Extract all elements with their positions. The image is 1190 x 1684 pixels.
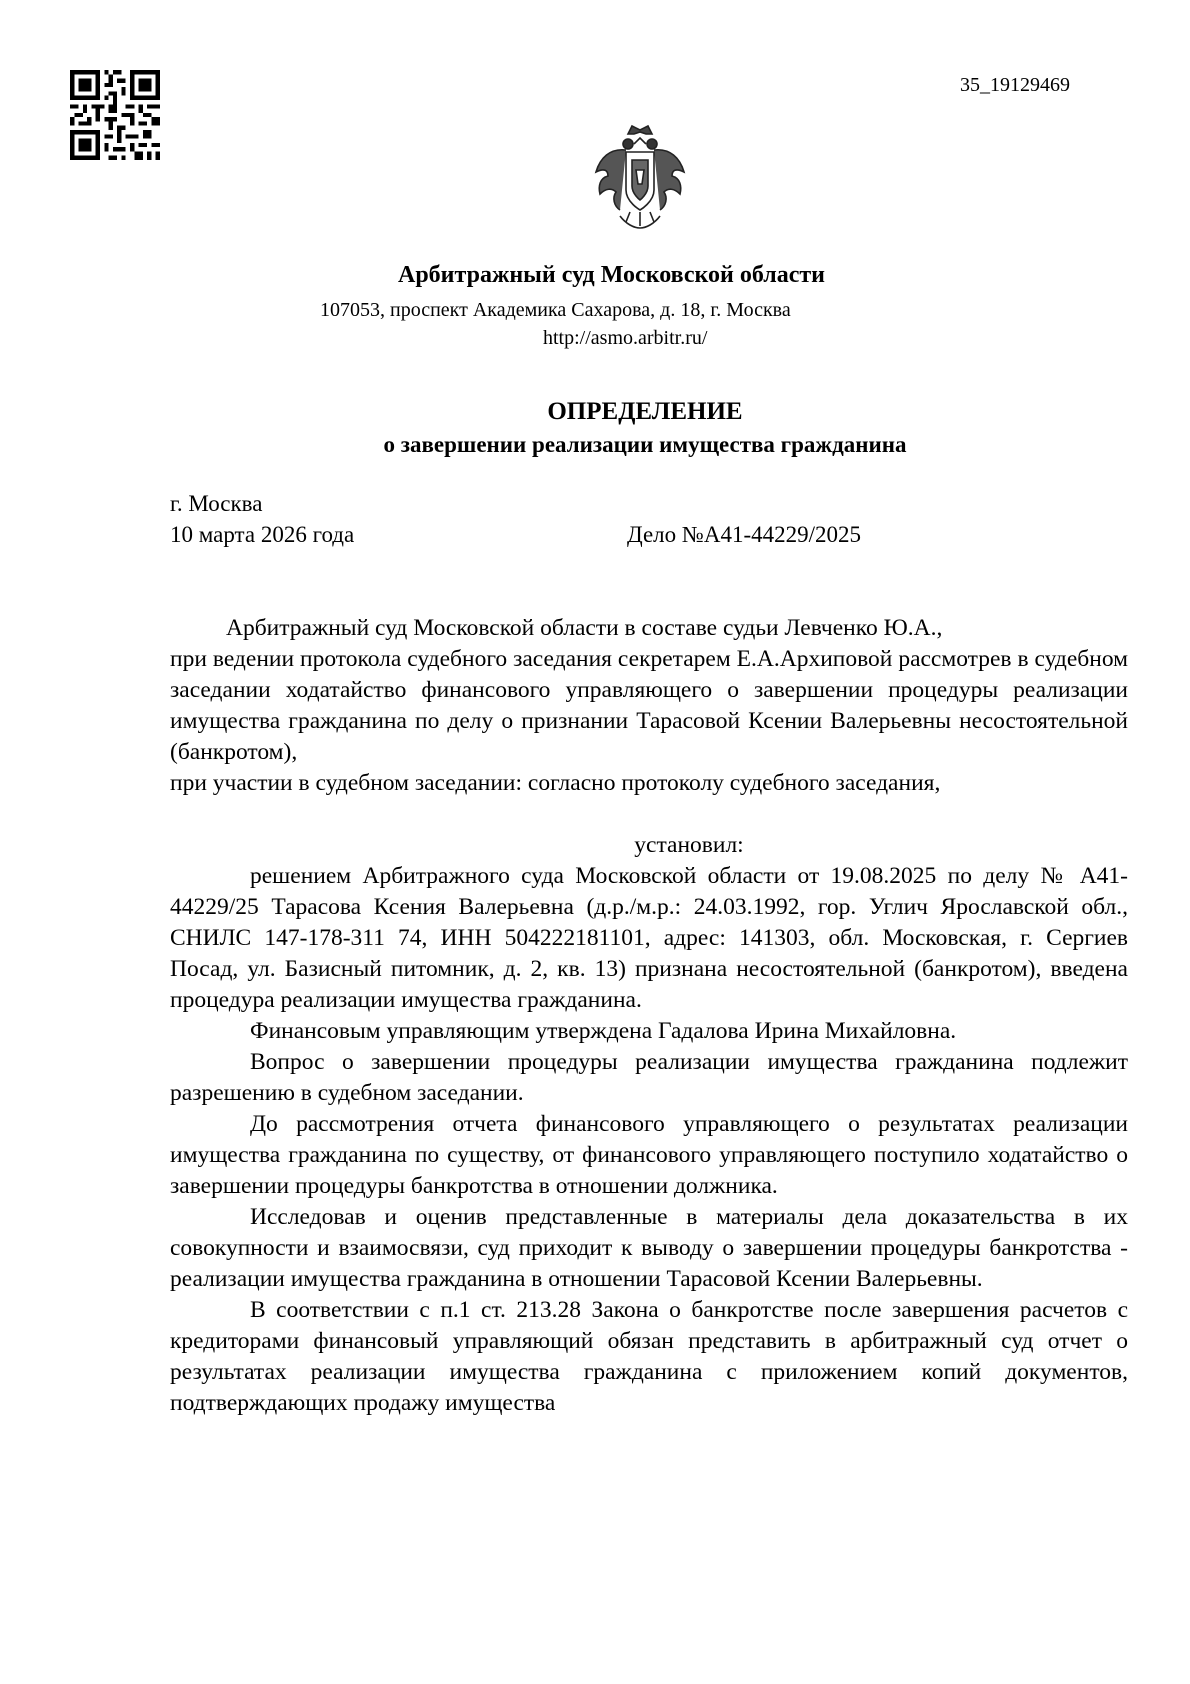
city: г. Москва bbox=[170, 491, 263, 516]
document-subtitle: о завершении реализации имущества гражданина bbox=[383, 432, 907, 457]
document-type-title: ОПРЕДЕЛЕНИЕ bbox=[547, 398, 743, 425]
coat-of-arms-emblem-icon bbox=[590, 120, 690, 232]
intro-paragraph-3: при участии в судебном заседании: согласно протоколу судебного заседания, bbox=[170, 770, 941, 796]
paragraph-1: решением Арбитражного суда Московской области от 19.08.2025 по делу № А41-44229/25 Тарасова Ксения Валерьевна (д.р./м.р.: 24.03.1992, гор. Углич Ярославской обл., СНИЛС 147-178-311 74, ИНН 504222181101, адрес: 141303, обл. Московская, г. Сергиев Посад, ул. Базисный питомник, д. 2, кв. 13) признана несостоятельной (банкротом), введена процедура реализации имущества гражданина. bbox=[170, 863, 1128, 1013]
paragraph-4: До рассмотрения отчета финансового управляющего о результатах реализации имущества гражданина по существу, от финансового управляющего поступило ходатайство о завершении процедуры банкротства в отношении должника. bbox=[170, 1111, 1128, 1199]
qr-code-icon bbox=[70, 70, 160, 160]
document-date: 10 марта 2026 года bbox=[170, 522, 355, 547]
paragraph-2: Финансовым управляющим утверждена Гадалова Ирина Михайловна. bbox=[250, 1018, 957, 1044]
paragraph-5: Исследовав и оценив представленные в материалы дела доказательства в их совокупности и взаимосвязи, суд приходит к выводу о завершении процедуры банкротства - реализации имущества гражданина в отношении Тарасовой Ксении Валерьевны. bbox=[170, 1204, 1128, 1292]
court-address: 107053, проспект Академика Сахарова, д. 18, г. Москва bbox=[320, 299, 791, 321]
established-heading: установил: bbox=[634, 832, 744, 858]
intro-paragraph-1: Арбитражный суд Московской области в составе судьи Левченко Ю.А., bbox=[226, 615, 943, 641]
document-id: 35_19129469 bbox=[960, 74, 1070, 96]
case-number: Дело №А41-44229/2025 bbox=[627, 522, 862, 547]
paragraph-3: Вопрос о завершении процедуры реализации имущества гражданина подлежит разрешению в судебном заседании. bbox=[170, 1049, 1128, 1106]
intro-paragraph-2: при ведении протокола судебного заседания секретарем Е.А.Архиповой рассмотрев в судебном заседании ходатайство финансового управляющего о завершении процедуры реализации имущества гражданина по делу о признании Тарасовой Ксении Валерьевны несостоятельной (банкротом), bbox=[170, 646, 1128, 765]
paragraph-6: В соответствии с п.1 ст. 213.28 Закона о банкротстве после завершения расчетов с кредиторами финансовый управляющий обязан представить в арбитражный суд отчет о результатах реализации имущества гражданина с приложением копий документов, подтверждающих продажу имущества bbox=[170, 1297, 1128, 1416]
document-body bbox=[170, 613, 1128, 1419]
court-name: Арбитражный суд Московской области bbox=[398, 262, 825, 288]
court-url[interactable]: http://asmo.arbitr.ru/ bbox=[543, 327, 708, 349]
